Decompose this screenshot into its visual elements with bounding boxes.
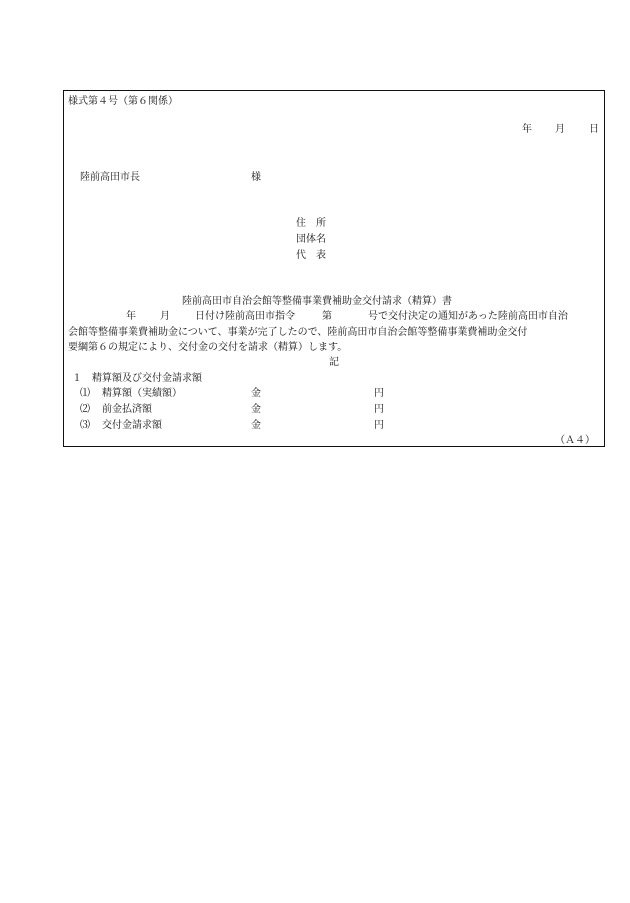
date-day: 日	[589, 124, 599, 135]
item-1-yen: 円	[374, 388, 384, 399]
item-3-kin: 金	[251, 420, 261, 431]
item-2-label: 前金払済額	[102, 404, 152, 415]
date-year: 年	[522, 124, 532, 135]
body-line-2: 会館等整備事業費補助金について、事業が完了したので、陸前高田市自治会館等整備事業費補助金交付	[68, 327, 528, 338]
form-number: 様式第４号（第６関係）	[68, 96, 178, 107]
ki-marker: 記	[329, 357, 339, 368]
paper-size-note: （Ａ４）	[555, 435, 595, 446]
addressee-name: 陸前高田市長	[80, 172, 140, 183]
item-1-label: 精算額（実績額）	[102, 388, 182, 399]
item-2-kin: 金	[251, 404, 261, 415]
item-3-label: 交付金請求額	[102, 420, 162, 431]
document-title: 陸前高田市自治会館等整備事業費補助金交付請求（精算）書	[182, 296, 452, 307]
item-1-kin: 金	[251, 388, 261, 399]
body-month: 月	[160, 311, 170, 322]
addressee-honorific: 様	[251, 172, 261, 183]
item-3-number: ⑶	[80, 420, 90, 431]
body-dai: 第	[322, 311, 332, 322]
item-1-number: ⑴	[80, 388, 90, 399]
applicant-representative-label: 代 表	[296, 250, 326, 261]
date-month: 月	[555, 124, 565, 135]
item-2-number: ⑵	[80, 404, 90, 415]
body-text-a: 日付け陸前高田市指令	[195, 311, 295, 322]
applicant-group-label: 団体名	[296, 234, 326, 245]
item-2-yen: 円	[374, 404, 384, 415]
section-1-heading: １ 精算額及び交付金請求額	[72, 373, 202, 384]
body-text-b: 号で交付決定の通知があった陸前高田市自治	[368, 311, 568, 322]
body-line-3: 要綱第６の規定により、交付金の交付を請求（精算）します。	[68, 342, 348, 353]
item-3-yen: 円	[374, 420, 384, 431]
body-year: 年	[126, 311, 136, 322]
applicant-address-label: 住 所	[296, 218, 326, 229]
